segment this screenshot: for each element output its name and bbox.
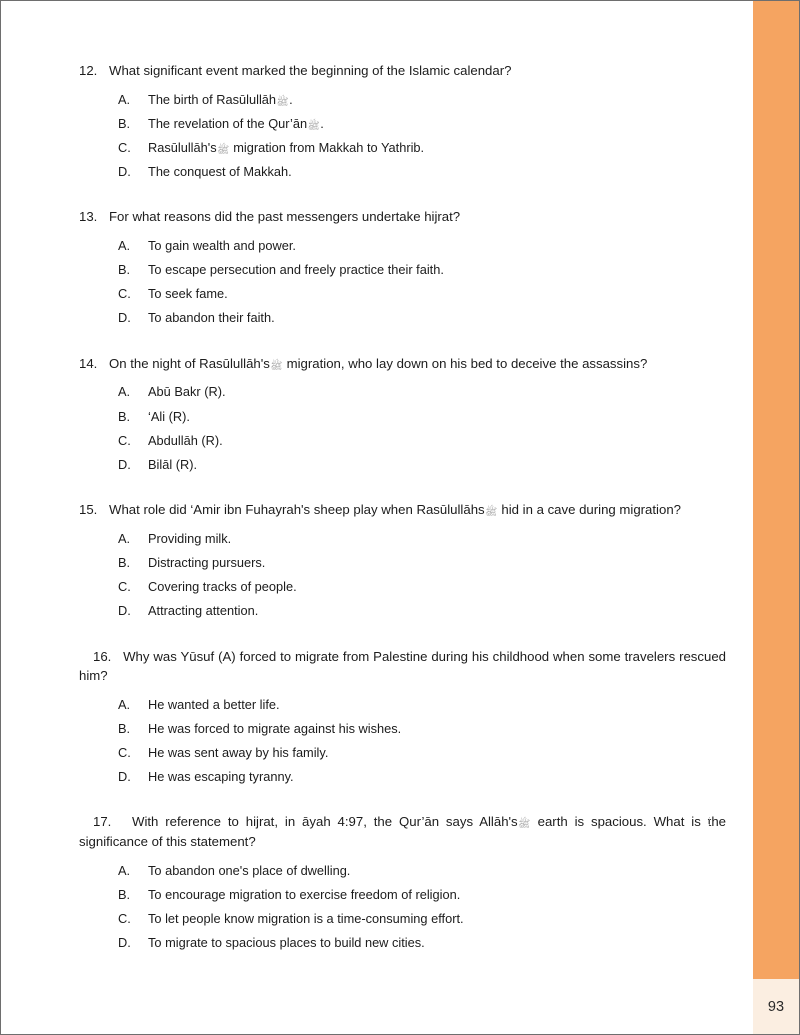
- option-text: Attracting attention.: [148, 603, 259, 619]
- option-row[interactable]: [79, 553, 726, 577]
- question-line: [79, 61, 726, 81]
- option-row[interactable]: [79, 90, 726, 114]
- option-row[interactable]: [79, 455, 726, 479]
- question-line: [79, 207, 726, 227]
- option-letter: A.: [118, 530, 131, 546]
- option-letter: C.: [118, 432, 131, 448]
- question-block: [79, 61, 726, 186]
- honorific-glyph: ﷺ: [217, 144, 230, 156]
- option-row[interactable]: [79, 861, 726, 885]
- option-row[interactable]: [79, 719, 726, 743]
- option-text: To abandon their faith.: [148, 310, 275, 326]
- option-list: [79, 382, 726, 479]
- option-row[interactable]: [79, 431, 726, 455]
- option-letter: D.: [118, 935, 131, 951]
- question-number: 16.: [93, 648, 112, 664]
- option-text: Abdullāh (R).: [148, 432, 223, 448]
- question-block: [79, 354, 726, 480]
- option-text: He wanted a better life.: [148, 696, 280, 712]
- honorific-glyph: ﷺ: [485, 507, 498, 519]
- option-row[interactable]: [79, 114, 726, 138]
- chapter-side-tab-label: [699, 711, 789, 971]
- honorific-glyph: ﷺ: [307, 120, 320, 132]
- option-letter: C.: [118, 139, 131, 155]
- option-text: He was escaping tyranny.: [148, 769, 294, 785]
- question-line: [79, 647, 726, 686]
- question-text: What role did ‘Amir ibn Fuhayrah's sheep play when Rasūlullāhsﷺ hid in a cave during migration?: [109, 500, 726, 520]
- option-row[interactable]: [79, 933, 726, 957]
- option-letter: D.: [118, 310, 131, 326]
- option-row[interactable]: [79, 743, 726, 767]
- question-text: On the night of Rasūlullāh'sﷺ migration, who lay down on his bed to deceive the assassins?: [109, 354, 726, 374]
- option-letter: A.: [118, 862, 131, 878]
- chapter-side-tab: [699, 1, 799, 981]
- questions-container: [79, 61, 726, 979]
- option-list: [79, 529, 726, 626]
- option-text: To migrate to spacious places to build new cities.: [148, 935, 425, 951]
- option-letter: A.: [118, 696, 131, 712]
- question-number: 17.: [93, 814, 112, 830]
- option-text: To gain wealth and power.: [148, 237, 296, 253]
- option-list: [79, 236, 726, 333]
- option-text: Covering tracks of people.: [148, 579, 297, 595]
- chapter-side-tab-text: Teachings of Hijrat ● Chapter - 19: [699, 757, 712, 925]
- option-row[interactable]: [79, 260, 726, 284]
- option-text: Abū Bakr (R).: [148, 384, 226, 400]
- question-line: [79, 500, 726, 520]
- honorific-glyph: ﷺ: [276, 96, 289, 108]
- question-number: 14.: [79, 355, 98, 371]
- option-row[interactable]: [79, 308, 726, 332]
- option-letter: C.: [118, 911, 131, 927]
- option-letter: B.: [118, 555, 131, 571]
- question-block: [79, 812, 726, 957]
- option-letter: D.: [118, 456, 131, 472]
- option-text: The conquest of Makkah.: [148, 164, 292, 180]
- option-text: ‘Ali (R).: [148, 408, 190, 424]
- option-text: To abandon one's place of dwelling.: [148, 862, 351, 878]
- option-list: [79, 90, 726, 187]
- option-letter: A.: [118, 384, 131, 400]
- option-letter: C.: [118, 745, 131, 761]
- option-row[interactable]: [79, 138, 726, 162]
- option-text: The revelation of the Qur’ānﷺ.: [148, 115, 324, 132]
- option-row[interactable]: [79, 236, 726, 260]
- option-text: He was sent away by his family.: [148, 745, 329, 761]
- question-text: Why was Yūsuf (A) forced to migrate from Palestine during his childhood when some travelers rescued him?: [79, 648, 726, 684]
- option-text: To let people know migration is a time-consuming effort.: [148, 911, 464, 927]
- option-row[interactable]: [79, 284, 726, 308]
- option-text: To seek fame.: [148, 286, 228, 302]
- question-block: [79, 500, 726, 626]
- option-text: The birth of Rasūlullāhﷺ.: [148, 91, 293, 108]
- option-row[interactable]: [79, 695, 726, 719]
- honorific-glyph: ﷺ: [518, 819, 531, 831]
- option-row[interactable]: [79, 407, 726, 431]
- option-row[interactable]: [79, 162, 726, 186]
- page-number-box: [753, 979, 799, 1034]
- question-text: For what reasons did the past messengers undertake hijrat?: [109, 209, 461, 225]
- option-row[interactable]: [79, 529, 726, 553]
- question-number: 12.: [79, 63, 98, 78]
- option-list: [79, 861, 726, 958]
- question-text: With reference to hijrat, in āyah 4:97, the Qur’ān says Allāh'sﷺ earth is spacious. What is the significance of this statement?: [79, 814, 727, 850]
- question-number: 15.: [79, 502, 98, 518]
- option-letter: B.: [118, 408, 131, 424]
- question-line: [79, 812, 726, 851]
- option-letter: B.: [118, 886, 131, 902]
- option-text: Rasūlullāh'sﷺ migration from Makkah to Yathrib.: [148, 139, 425, 156]
- option-letter: D.: [118, 164, 131, 180]
- question-block: [79, 207, 726, 332]
- option-row[interactable]: [79, 577, 726, 601]
- option-row[interactable]: [79, 909, 726, 933]
- honorific-glyph: ﷺ: [270, 360, 283, 372]
- option-row[interactable]: [79, 382, 726, 406]
- option-letter: D.: [118, 603, 131, 619]
- option-letter: B.: [118, 115, 131, 131]
- option-text: To encourage migration to exercise freedom of religion.: [148, 886, 461, 902]
- option-letter: B.: [118, 720, 131, 736]
- option-text: He was forced to migrate against his wishes.: [148, 720, 402, 736]
- option-list: [79, 695, 726, 792]
- page-number: 93: [767, 998, 785, 1015]
- option-letter: C.: [118, 286, 131, 302]
- option-letter: B.: [118, 262, 131, 277]
- option-letter: C.: [118, 579, 131, 595]
- option-text: Providing milk.: [148, 530, 232, 546]
- option-row[interactable]: [79, 885, 726, 909]
- option-letter: A.: [118, 91, 131, 107]
- question-text: What significant event marked the beginning of the Islamic calendar?: [109, 63, 512, 78]
- question-block: [79, 647, 726, 792]
- option-letter: D.: [118, 769, 131, 785]
- option-text: Bilāl (R).: [148, 456, 198, 472]
- option-letter: A.: [118, 237, 131, 253]
- question-number: 13.: [79, 209, 98, 225]
- option-text: To escape persecution and freely practice their faith.: [148, 262, 444, 277]
- option-row[interactable]: [79, 601, 726, 625]
- option-row[interactable]: [79, 767, 726, 791]
- question-line: [79, 354, 726, 374]
- option-text: Distracting pursuers.: [148, 555, 266, 571]
